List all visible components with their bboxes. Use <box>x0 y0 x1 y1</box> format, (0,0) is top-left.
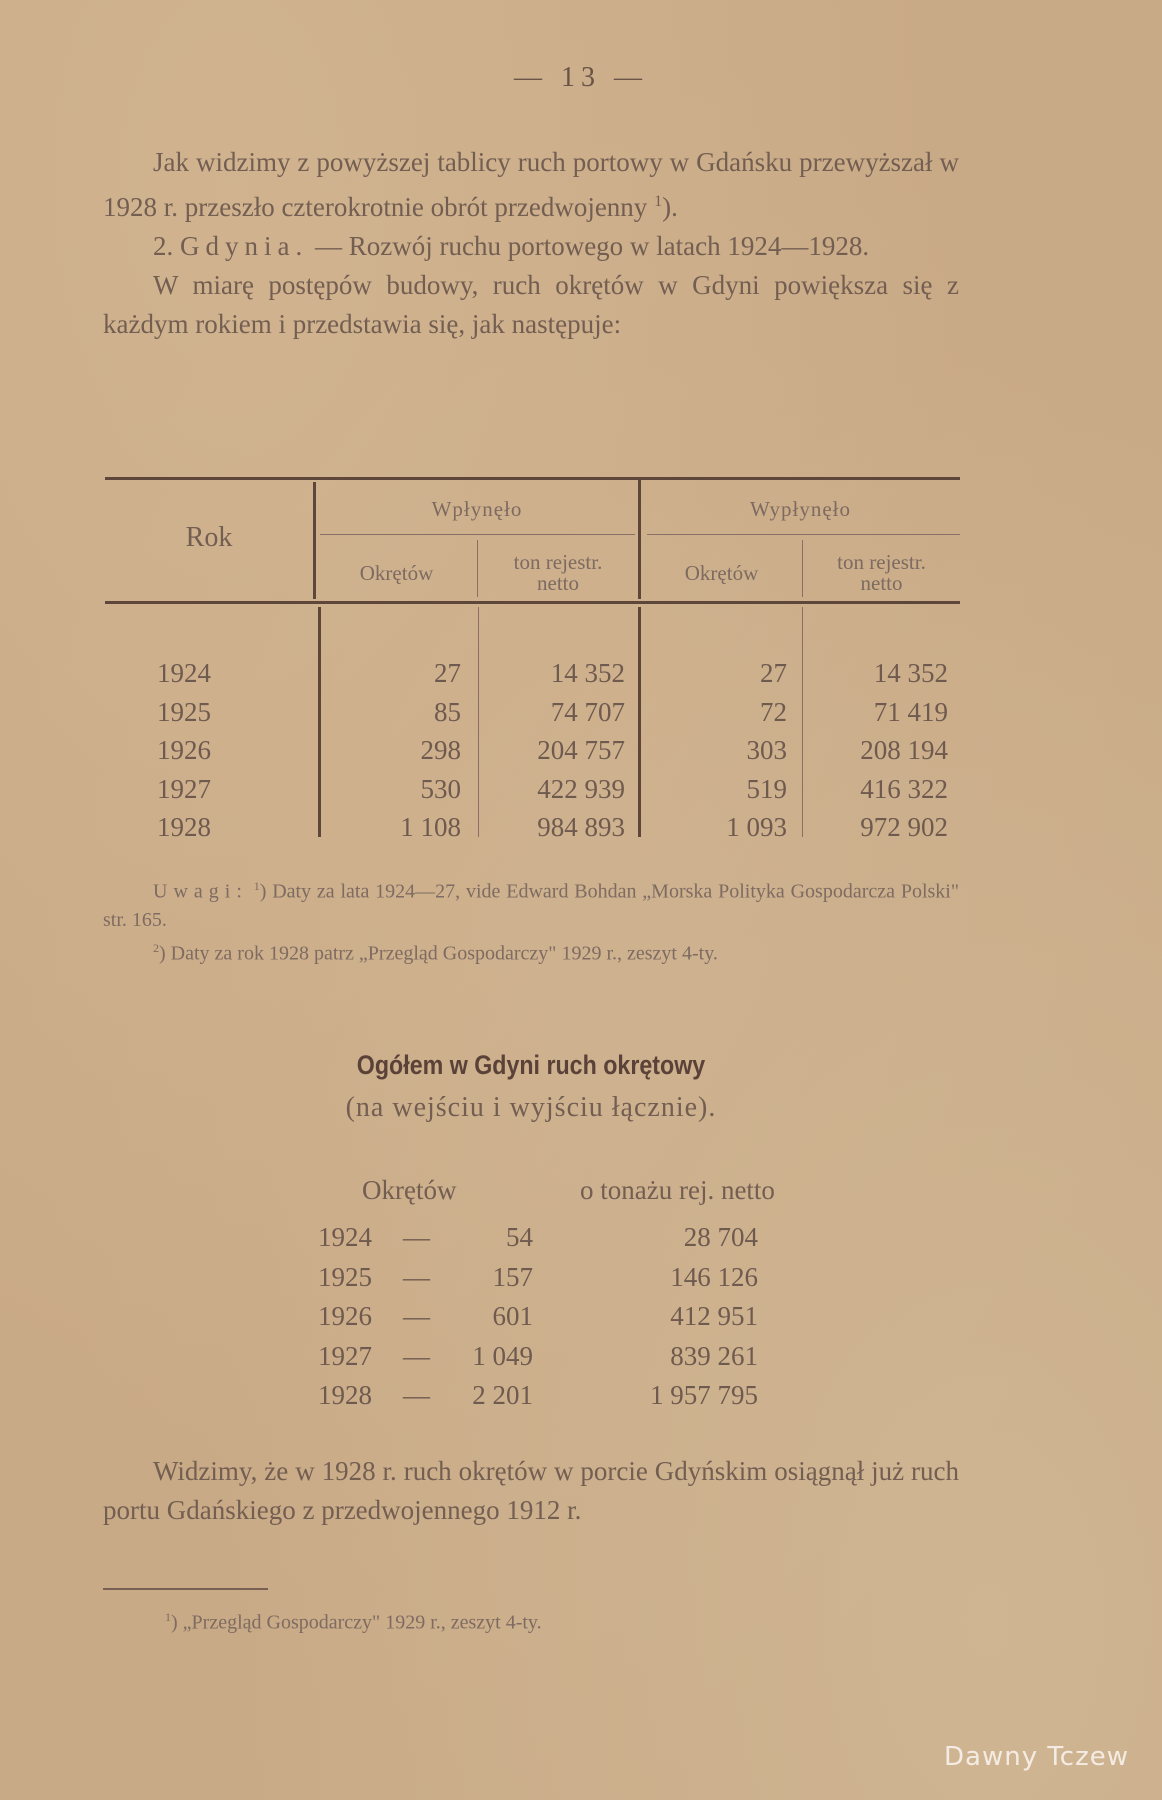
summary-year: 1926 <box>318 1301 372 1331</box>
header-in-tons-line2: netto <box>537 571 579 595</box>
watermark-logo: Dawny Tczew <box>944 1742 1130 1772</box>
header-year: Rok <box>185 522 233 553</box>
intro-paragraph-3: W miarę postępów budowy, ruch okrętów w Gdyni powiększa się z każdym rokiem i przedstawia się, jak następuje: <box>103 270 959 339</box>
row-in-tons: 14 352 <box>550 658 625 688</box>
note-2-text: ) Daty za rok 1928 patrz „Przegląd Gospodarczy" 1929 r., zeszyt 4-ty. <box>159 942 718 965</box>
row-year: 1928 <box>157 812 211 842</box>
summary-title: Ogółem w Gdyni ruch okrętowy <box>356 1050 706 1080</box>
summary-tons: 146 126 <box>670 1261 758 1292</box>
summary-header-tons: o tonażu rej. netto <box>580 1175 775 1205</box>
intro-text <box>103 143 959 344</box>
header-in-tons-line1: ton rejestr. <box>513 550 603 574</box>
conclusion-paragraph: Widzimy, że w 1928 r. ruch okrętów w porcie Gdyńskim osiągnął już ruch portu Gdańskiego z przedwojennego 1912 r. <box>103 1456 959 1525</box>
summary-tons: 1 957 795 <box>650 1380 758 1410</box>
header-out-tons <box>803 552 960 594</box>
row-in-ships: 85 <box>434 696 461 727</box>
group-rule-out <box>647 534 960 535</box>
summary-dash: — <box>403 1380 430 1410</box>
summary-row <box>318 1222 918 1261</box>
summary-tons: 412 951 <box>670 1301 758 1331</box>
summary-subtitle: (na wejściu i wyjściu łącznie). <box>345 1092 717 1123</box>
footnote <box>165 1610 542 1635</box>
footnote-rule <box>103 1588 268 1590</box>
summary-tons: 28 704 <box>683 1222 758 1252</box>
port-traffic-table <box>105 477 960 842</box>
summary-row <box>318 1341 918 1380</box>
summary-row <box>318 1262 918 1301</box>
summary-ships: 601 <box>492 1301 533 1331</box>
row-out-ships: 303 <box>746 735 787 765</box>
row-out-ships: 72 <box>760 696 787 727</box>
summary-row <box>318 1301 918 1340</box>
header-outbound: Wypłynęło <box>749 497 852 521</box>
footnote-ref: 1 <box>654 192 663 210</box>
summary-year: 1925 <box>318 1261 372 1292</box>
note-2-ref: 2 <box>153 940 159 955</box>
header-out-tons-line2: netto <box>860 571 903 595</box>
intro-paragraph-1-text: Jak widzimy z powyższej tablicy ruch portowy w Gdańsku przewyższał w 1928 r. przeszło czterokrotnie obrót przedwojenny <box>103 147 959 222</box>
summary-dash: — <box>403 1222 430 1252</box>
row-out-tons: 208 194 <box>860 735 948 765</box>
section-description: — Rozwój ruchu portowego w latach 1924—1928. <box>314 231 870 261</box>
summary-tons: 839 261 <box>670 1340 758 1371</box>
row-out-tons: 71 419 <box>873 696 948 727</box>
summary-ships: 1 049 <box>472 1340 533 1371</box>
row-in-ships: 27 <box>434 658 461 688</box>
intro-paragraph-1 <box>103 143 959 227</box>
row-year: 1924 <box>157 658 211 688</box>
row-out-tons: 416 322 <box>860 773 948 804</box>
row-in-tons: 984 893 <box>537 812 625 842</box>
footnote-ref-number: 1 <box>165 1610 171 1624</box>
summary-dash: — <box>403 1261 430 1292</box>
row-in-ships: 530 <box>420 773 461 804</box>
row-out-tons: 14 352 <box>873 658 948 688</box>
section-name: Gdynia. <box>180 231 309 261</box>
note-1 <box>103 872 959 934</box>
table-header-rule <box>105 601 960 604</box>
row-in-ships: 1 108 <box>400 812 461 842</box>
summary-dash: — <box>403 1340 430 1371</box>
section-heading <box>103 227 959 266</box>
row-year: 1926 <box>157 735 211 765</box>
header-in-tons <box>478 552 638 594</box>
row-out-tons: 972 902 <box>860 812 948 842</box>
table-notes <box>103 872 959 967</box>
row-in-ships: 298 <box>420 735 461 765</box>
summary-year: 1924 <box>318 1222 372 1252</box>
page-number: — 13 — <box>514 62 648 93</box>
note-1-text: ) Daty za lata 1924—27, vide Edward Bohdan „Morska Polityka Gospodarcza Polski" str. 165. <box>103 880 960 931</box>
summary-ships: 157 <box>492 1261 533 1292</box>
row-year: 1925 <box>157 696 211 727</box>
summary-ships: 54 <box>506 1222 533 1252</box>
header-in-ships: Okrętów <box>359 561 434 585</box>
table-top-rule <box>105 477 960 480</box>
summary-header-ships: Okrętów <box>362 1175 457 1205</box>
summary-ships: 2 201 <box>472 1380 533 1410</box>
row-out-ships: 27 <box>760 658 787 688</box>
note-2 <box>103 934 959 968</box>
summary-year: 1928 <box>318 1380 372 1410</box>
row-out-ships: 1 093 <box>726 812 787 842</box>
group-rule-in <box>320 534 635 535</box>
row-out-ships: 519 <box>746 773 787 804</box>
intro-paragraph-1-end: ). <box>662 192 678 222</box>
row-in-tons: 422 939 <box>537 773 625 804</box>
summary-year: 1927 <box>318 1340 372 1371</box>
summary-row <box>318 1380 918 1419</box>
header-inbound: Wpłynęło <box>431 497 523 521</box>
note-1-ref: 1 <box>253 879 260 893</box>
section-number: 2. <box>153 231 174 261</box>
row-in-tons: 204 757 <box>537 735 625 765</box>
footnote-text: ) „Przegląd Gospodarczy" 1929 r., zeszyt 4-ty. <box>171 1611 542 1634</box>
row-in-tons: 74 707 <box>550 696 625 727</box>
header-out-ships: Okrętów <box>684 561 759 585</box>
summary-dash: — <box>403 1301 430 1331</box>
row-year: 1927 <box>157 773 211 804</box>
notes-label: Uwagi: <box>153 880 248 903</box>
header-out-tons-line1: ton rejestr. <box>837 550 926 574</box>
